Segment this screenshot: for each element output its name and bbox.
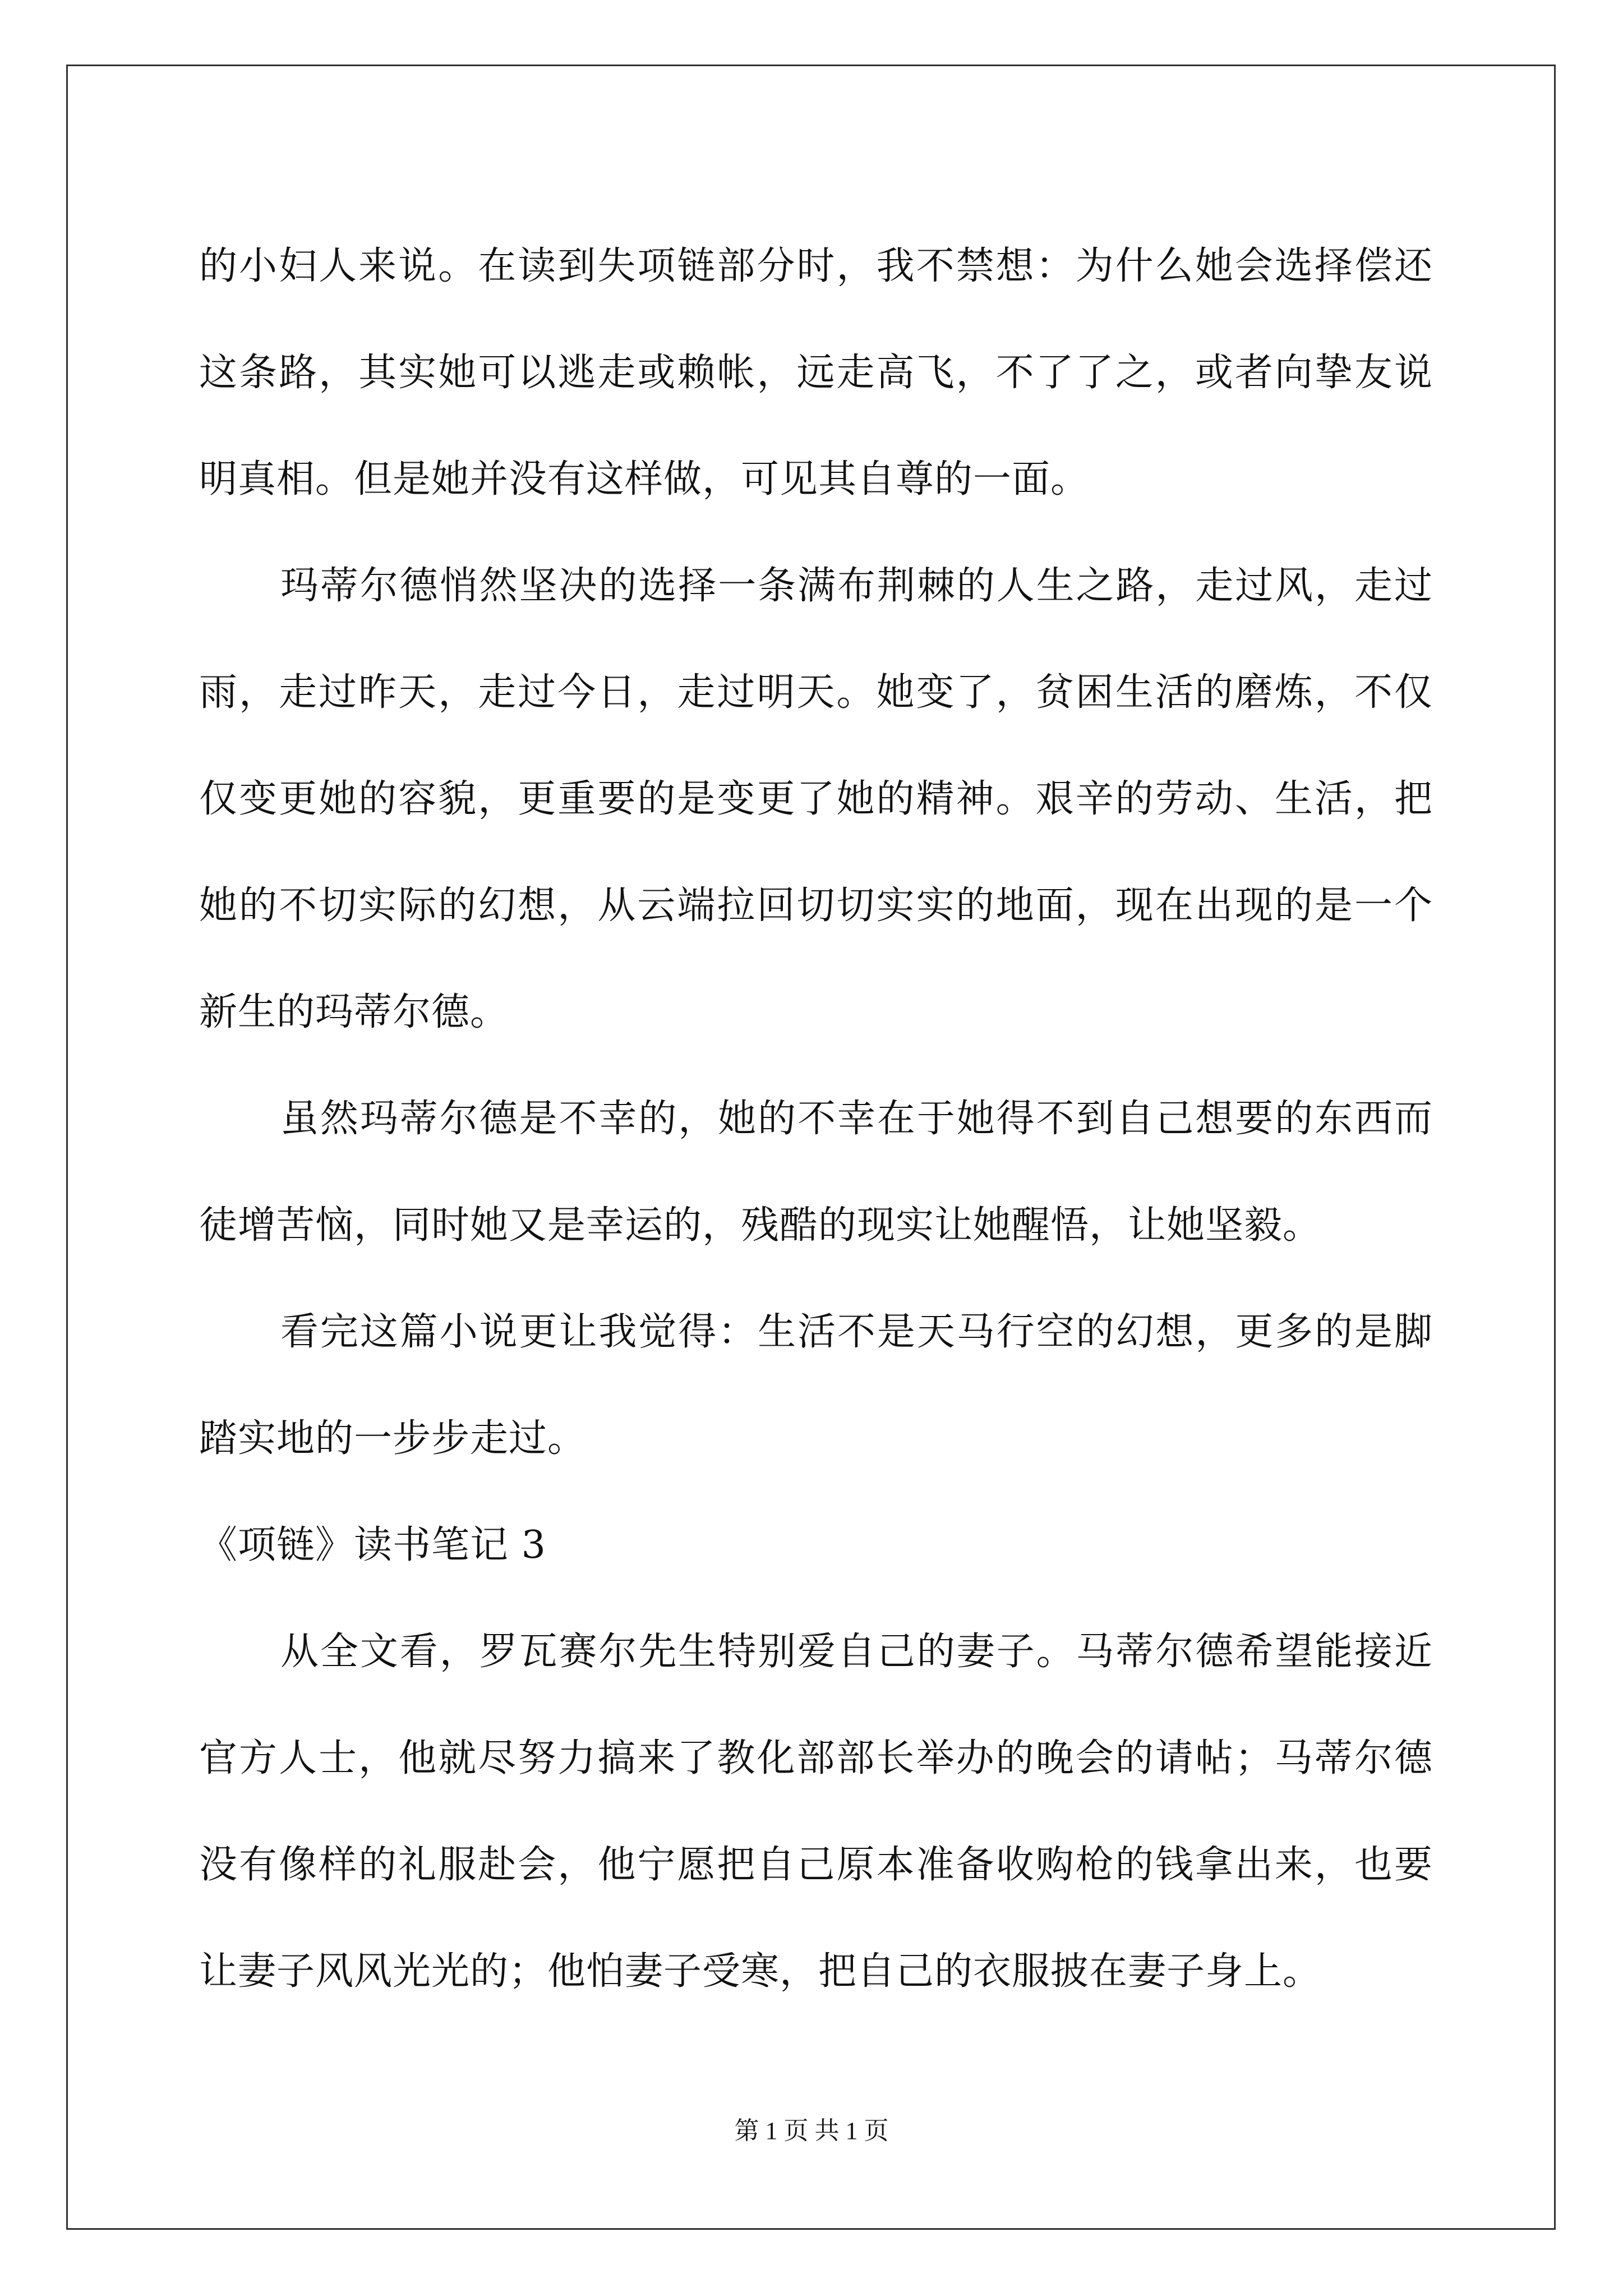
paragraph-2: 玛蒂尔德悄然坚决的选择一条满布荆棘的人生之路，走过风，走过雨，走过昨天，走过今日，走过明天。她变了，贫困生活的磨炼，不仅仅变更她的容貌，更重要的是变更了她的精神。艰辛的劳动、生活，把她的不切实际的幻想，从云端拉回切切实实的地面，现在出现的是一个新生的玛蒂尔德。 [199,564,1433,1034]
document-body [199,213,1433,2025]
paragraph-3: 虽然玛蒂尔德是不幸的，她的不幸在于她得不到自己想要的东西而徒增苦恼，同时她又是幸运的，残酷的现实让她醒悟，让她坚毅。 [199,1097,1433,1248]
paragraph-5: 从全文看，罗瓦赛尔先生特别爱自己的妻子。马蒂尔德希望能接近官方人士，他就尽努力搞来了教化部部长举办的晚会的请帖；马蒂尔德没有像样的礼服赴会，他宁愿把自己原本准备收购枪的钱拿出来，也要让妻子风风光光的；他怕妻子受寒，把自己的衣服披在妻子身上。 [199,1630,1433,1994]
paragraph-1: 的小妇人来说。在读到失项链部分时，我不禁想：为什么她会选择偿还这条路，其实她可以逃走或赖帐，远走高飞，不了了之，或者向挚友说明真相。但是她并没有这样做，可见其自尊的一面。 [199,244,1433,501]
section-heading: 《项链》读书笔记 3 [199,1523,546,1567]
paragraph-4: 看完这篇小说更让我觉得：生活不是天马行空的幻想，更多的是脚踏实地的一步步走过。 [199,1310,1433,1461]
page-footer: 第 1 页 共 1 页 [734,2117,889,2145]
